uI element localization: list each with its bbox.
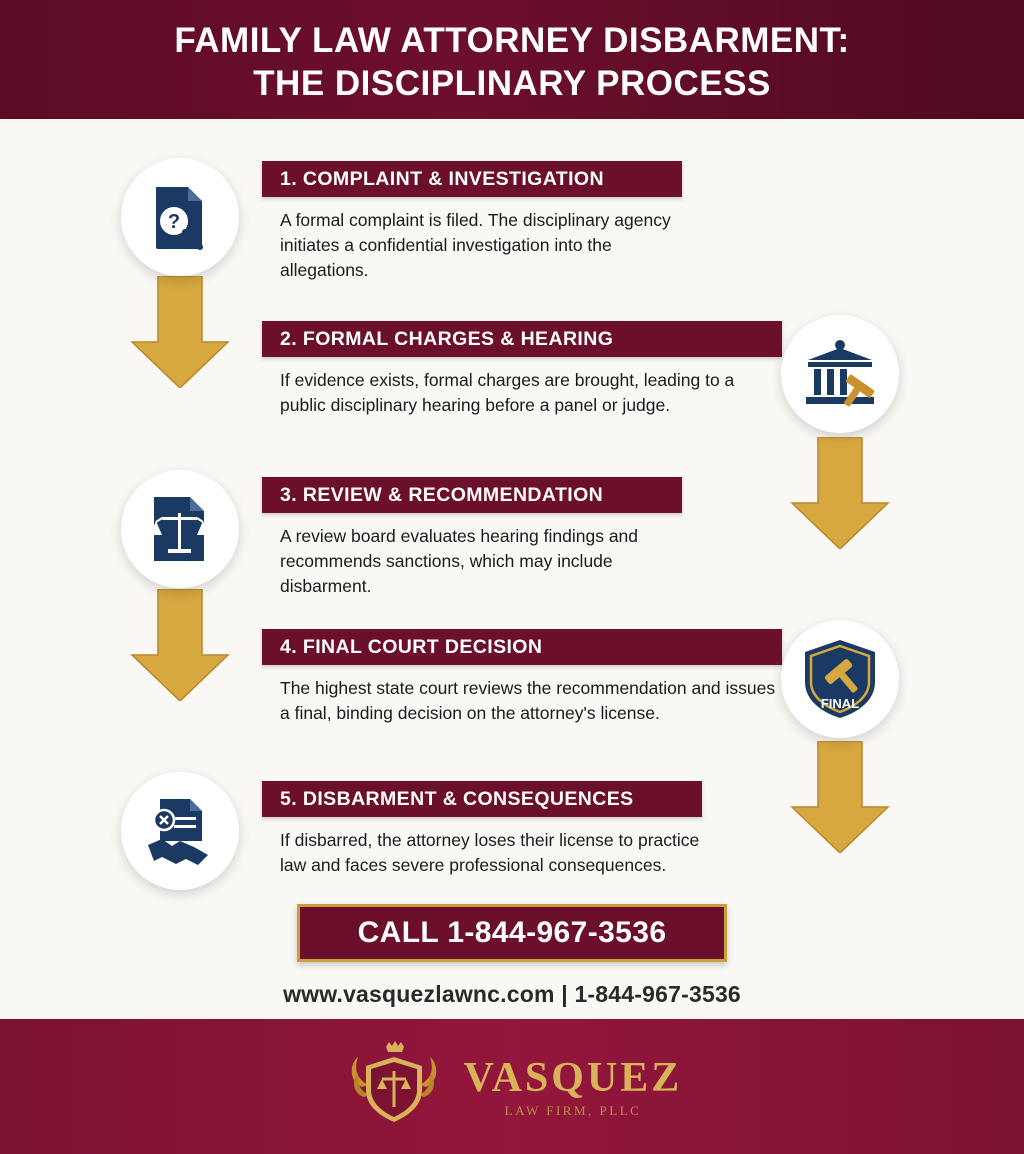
step-5-title: 5. DISBARMENT & CONSEQUENCES	[280, 787, 634, 810]
arrow-step-3-to-4	[124, 589, 236, 706]
shield-crest-icon	[342, 1035, 446, 1139]
step-4	[262, 629, 782, 726]
brand-name: VASQUEZ	[463, 1054, 683, 1101]
step-1-description: A formal complaint is filed. The disciplinary agency initiates a confidential investigation into the allegations.	[280, 210, 671, 280]
shield-final-badge-label: FINAL	[820, 696, 860, 711]
step-5	[262, 781, 702, 878]
call-cta-button[interactable]	[297, 904, 727, 962]
step-2-description: If evidence exists, formal charges are brought, leading to a public disciplinary hearing before a panel or judge.	[280, 370, 735, 415]
document-magnifier-icon	[121, 158, 239, 276]
footer-brand-bar	[0, 1019, 1024, 1154]
brand-text-block	[463, 1054, 683, 1118]
header-banner	[0, 0, 1024, 119]
step-3-title-bar	[262, 477, 682, 513]
shield-gavel-final-icon	[781, 620, 899, 738]
step-3-title: 3. REVIEW & RECOMMENDATION	[280, 483, 604, 506]
step-1-title: 1. COMPLAINT & INVESTIGATION	[280, 167, 604, 190]
arrow-step-1-to-2	[124, 276, 236, 393]
step-4-title: 4. FINAL COURT DECISION	[280, 635, 543, 658]
step-2-title: 2. FORMAL CHARGES & HEARING	[280, 327, 614, 350]
step-4-title-bar	[262, 629, 782, 665]
brand-subtitle: LAW FIRM, PLLC	[504, 1102, 642, 1118]
page-title-line-2: THE DISCIPLINARY PROCESS	[253, 63, 771, 103]
page-title-line-1: FAMILY LAW ATTORNEY DISBARMENT:	[174, 20, 850, 60]
website-and-phone-line[interactable]: www.vasquezlawnc.com | 1-844-967-3536	[283, 981, 741, 1007]
step-1	[262, 161, 682, 283]
brand-lockup	[342, 1035, 683, 1139]
step-2-title-bar	[262, 321, 782, 357]
revoked-license-handshake-icon	[121, 772, 239, 890]
step-1-title-bar	[262, 161, 682, 197]
step-3-description: A review board evaluates hearing findings and recommends sanctions, which may include disbarment.	[280, 526, 639, 596]
svg-text:?: ?	[167, 211, 181, 233]
step-2	[262, 321, 782, 418]
step-5-description: If disbarred, the attorney loses their license to practice law and faces severe professional consequences.	[280, 830, 700, 875]
step-5-title-bar	[262, 781, 702, 817]
courthouse-gavel-icon	[781, 315, 899, 433]
scales-document-icon	[121, 470, 239, 588]
step-4-description: The highest state court reviews the recommendation and issues a final, binding decision on the attorney's license.	[280, 678, 776, 723]
arrow-step-2-to-3	[784, 437, 896, 554]
process-body	[0, 119, 1024, 1019]
arrow-step-4-to-5	[784, 741, 896, 858]
call-cta-label: CALL 1-844-967-3536	[357, 916, 667, 949]
step-3	[262, 477, 682, 599]
